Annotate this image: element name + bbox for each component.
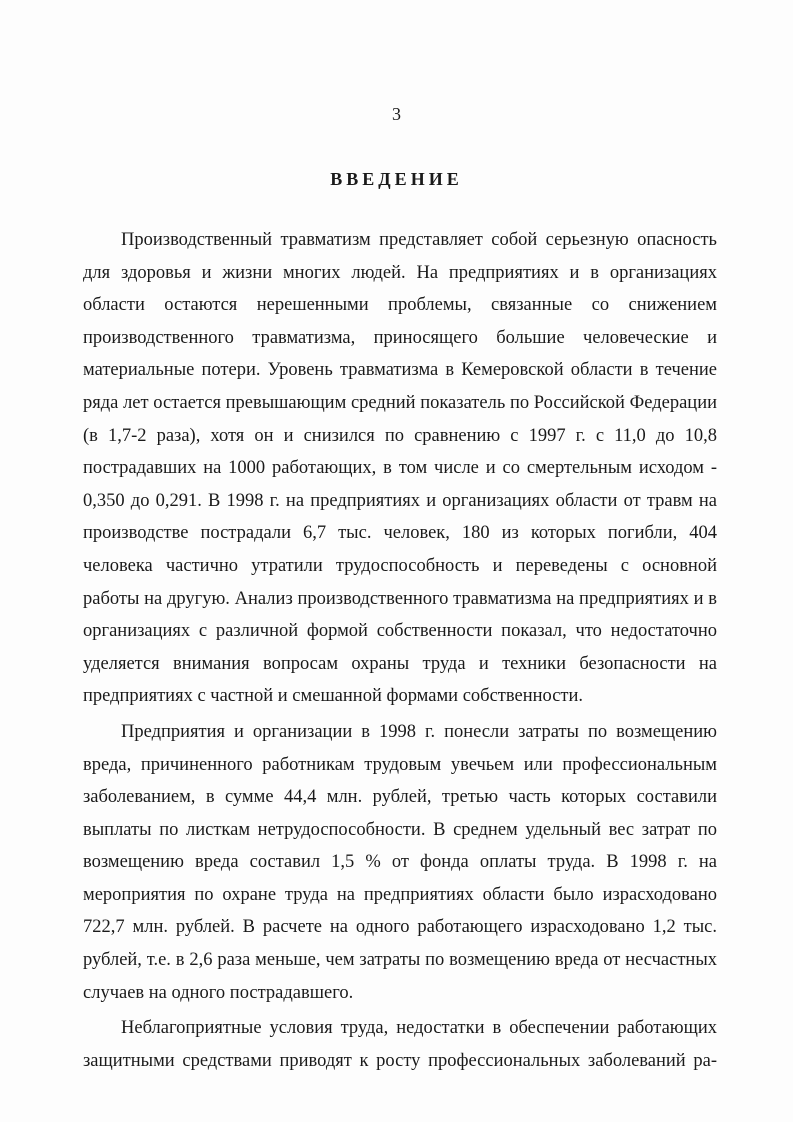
page-number: 3 bbox=[392, 104, 401, 124]
section-heading: ВВЕДЕНИЕ bbox=[330, 169, 463, 189]
paragraph-3: Неблагоприятные условия труда, недостатки в обеспечении работающих защитными средствами приводят к росту профессиональных заболеваний ра- bbox=[83, 1018, 717, 1071]
paragraph-1: Производственный травматизм представляет собой серьезную опасность для здоровья и жизни многих людей. На предприятиях и в организациях области остаются нерешенными проблемы, связанные со снижением производственного травматизма, приносящего большие человеческие и материальные потери. Уровень травматизма в Кемеровской области в течение ряда лет остается превышающим средний показатель по Российской Федерации (в 1,7-2 раза), хотя он и снизился по сравнению с 1997 г. с 11,0 до 10,8 пострадавших на 1000 работающих, в том числе и со смертельным исходом - 0,350 до 0,291. В 1998 г. на предприятиях и организациях области от травм на производстве пострадали 6,7 тыс. человек, 180 из которых погибли, 404 человека частично утратили трудоспособность и переведены с основной работы на другую. Анализ производственного травматизма на предприятиях и в организациях с различной формой собственности показал, что недостаточно уделяется внимания вопросам охраны труда и техники безопасности на предприятиях с частной и смешанной формами собственности. bbox=[83, 230, 717, 707]
body-text bbox=[83, 224, 717, 1078]
paragraph-2: Предприятия и организации в 1998 г. понесли затраты по возмещению вреда, причиненного работникам трудовым увечьем или профессиональным заболеванием, в сумме 44,4 млн. рублей, третью часть которых составили выплаты по листкам нетрудоспособности. В среднем удельный вес затрат по возмещению вреда составил 1,5 % от фонда оплаты труда. В 1998 г. на мероприятия по охране труда на предприятиях области было израсходовано 722,7 млн. рублей. В расчете на одного работающего израсходовано 1,2 тыс. рублей, т.е. в 2,6 раза меньше, чем затраты по возмещению вреда от несчастных случаев на одного пострадавшего. bbox=[83, 721, 717, 1003]
